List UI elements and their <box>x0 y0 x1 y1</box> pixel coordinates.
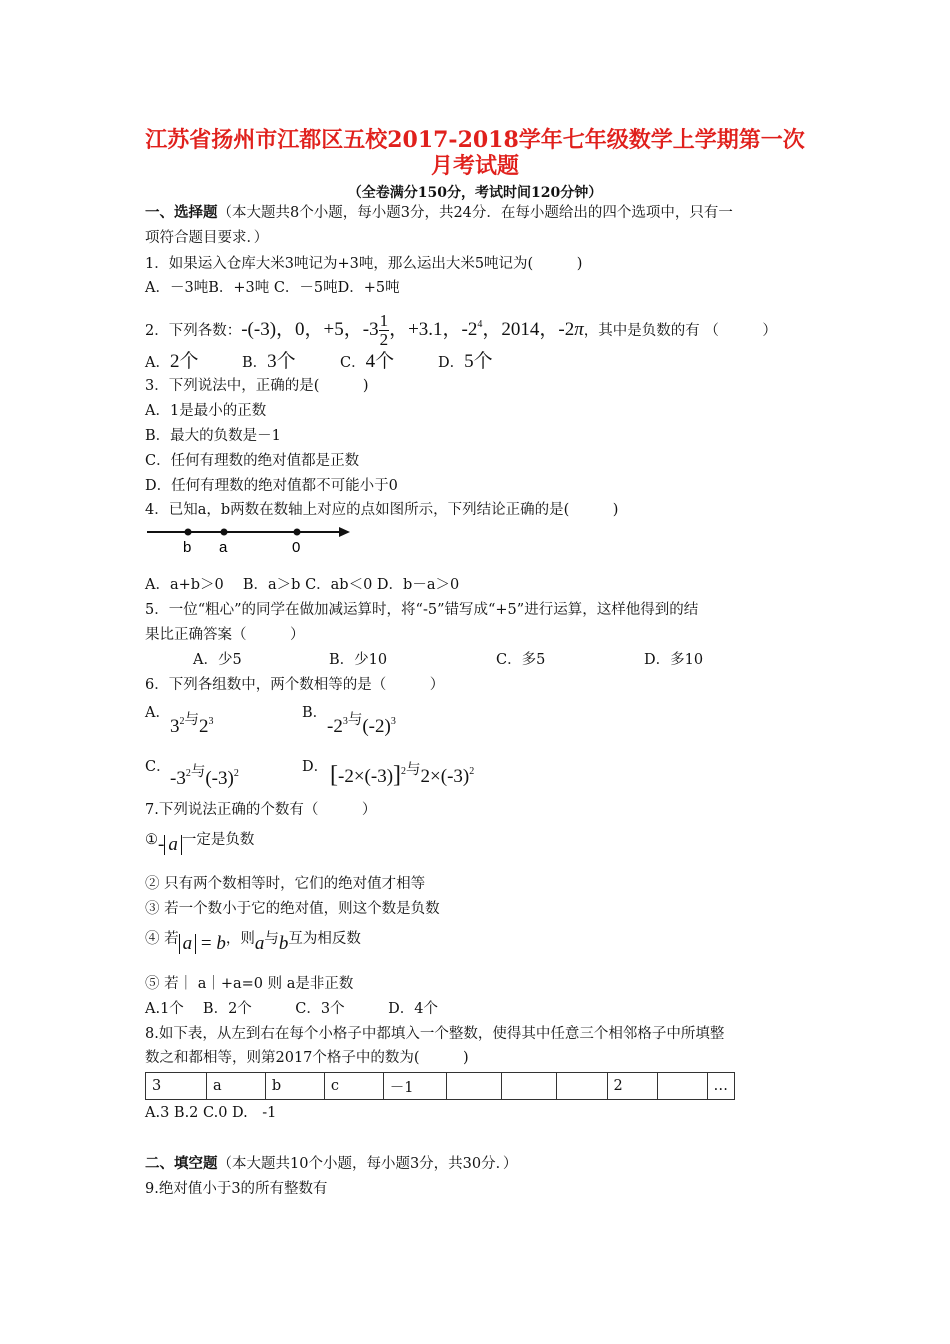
q6-option-d-expr: $[-2\times(-3)]^2$与$2\times(-3)^2$ <box>330 762 475 788</box>
section1-heading: 一、选择题 <box>145 204 218 221</box>
table-cell <box>556 1073 607 1100</box>
q6-option-b-expr: $-2^3$与$(-2)^3$ <box>327 712 396 737</box>
table-cell: b <box>265 1073 324 1100</box>
section1-desc: （本大题共8个小题，每小题3分，共24分．在每小题给出的四个选项中，只有一 <box>217 205 733 221</box>
q7-s4: ④ 若 a = b，则a与b互为相反数 <box>145 931 361 954</box>
point-b <box>185 529 192 536</box>
q7-stem: 7.下列说法正确的个数有（ ） <box>145 802 377 818</box>
q5-stem-line2: 果比正确答案（ ） <box>145 627 305 643</box>
q5-option-d: D．多10 <box>644 652 704 668</box>
q2-option-a: 2个 <box>169 351 199 372</box>
q6-option-a: A． <box>145 705 170 721</box>
q6-option-c: C． <box>145 759 171 775</box>
point-a <box>221 529 228 536</box>
q3-option-a: A．1是最小的正数 <box>145 403 267 419</box>
q5-option-b: B．少10 <box>329 652 388 668</box>
q4-stem: 4．已知a，b两数在数轴上对应的点如图所示，下列结论正确的是( ) <box>145 502 619 518</box>
number-line <box>145 522 355 558</box>
label-a: a <box>219 539 228 556</box>
section2-desc: （本大题共10个小题，每小题3分，共30分．） <box>217 1156 518 1172</box>
section1-line1 <box>145 203 733 223</box>
q5-stem-line1: 5．一位“粗心”的同学在做加减运算时，将“-5”错写成“+5”进行运算，这样他得到的结 <box>145 602 699 618</box>
q2-suffix: ，其中是负数的有 （ ） <box>583 322 777 339</box>
table-row <box>146 1073 735 1100</box>
section1-desc2: 项符合题目要求．） <box>145 230 269 246</box>
q3-option-d: D．任何有理数的绝对值都不可能小于0 <box>145 478 398 494</box>
table-cell: … <box>707 1073 735 1100</box>
label-b: b <box>183 539 192 556</box>
q5-option-c: C．多5 <box>496 652 546 668</box>
q7-s3: ③ 若一个数小于它的绝对值，则这个数是负数 <box>145 901 440 917</box>
label-zero: 0 <box>292 539 301 556</box>
title-line1: 江苏省扬州市江都区五校2017-2018学年七年级数学上学期第一次 <box>145 127 805 153</box>
q2-option-b: 3个 <box>267 351 296 372</box>
q7-s2: ② 只有两个数相等时，它们的绝对值才相等 <box>145 876 426 892</box>
q8-sequence-table <box>145 1072 735 1100</box>
section2-line <box>145 1154 517 1174</box>
table-cell: c <box>324 1073 383 1100</box>
table-cell <box>658 1073 707 1100</box>
table-cell <box>446 1073 501 1100</box>
q3-option-b: B．最大的负数是－1 <box>145 428 281 444</box>
q9-stem: 9.绝对值小于3的所有整数有 <box>145 1181 328 1197</box>
q5-option-a: A．少5 <box>193 652 242 668</box>
q1-options: A．－3吨B．+3吨 C．－5吨D．+5吨 <box>145 280 400 296</box>
q1-stem: 1．如果运入仓库大米3吨记为+3吨，那么运出大米5吨记为( ) <box>145 256 583 272</box>
q2-option-d: 5个 <box>464 351 493 372</box>
table-cell <box>501 1073 556 1100</box>
number-line-arrow-icon <box>339 527 350 537</box>
q2-options: A．2个 B．3个 C．4个 D．5个 <box>145 351 493 372</box>
q8-stem-line1: 8.如下表，从左到右在每个小格子中都填入一个整数，使得其中任意三个相邻格子中所填整 <box>145 1026 725 1042</box>
table-cell: 2 <box>607 1073 658 1100</box>
title-line2: 月考试题 <box>430 153 519 179</box>
q6-option-b: B． <box>302 705 328 721</box>
table-cell: a <box>206 1073 265 1100</box>
subtitle: （全卷满分150分，考试时间120分钟） <box>347 185 603 201</box>
q6-option-d: D． <box>302 759 329 775</box>
q2-numbers: -(-3)，0，+5，-3 $\frac{1}{2}$ ，+3.1，$-2^4$，2014，-2π <box>241 311 584 349</box>
q3-option-c: C．任何有理数的绝对值都是正数 <box>145 453 360 469</box>
q4-options: A．a+b＞0 B．a＞b C．ab＜0 D．b－a＞0 <box>145 577 460 593</box>
q2-stem <box>145 312 777 349</box>
q8-stem-line2: 数之和都相等，则第2017个格子中的数为( ) <box>145 1050 469 1066</box>
table-cell: －1 <box>383 1073 446 1100</box>
q8-options: A.3 B.2 C.0 D. -1 <box>145 1105 277 1121</box>
q5-options <box>193 650 703 670</box>
q3-stem: 3．下列说法中，正确的是( ) <box>145 378 369 394</box>
q6-stem: 6．下列各组数中，两个数相等的是（ ） <box>145 677 445 693</box>
point-zero <box>294 529 301 536</box>
section2-heading: 二、填空题 <box>145 1155 218 1172</box>
q2-option-c: 4个 <box>365 351 395 372</box>
q7-s5: ⑤ 若｜ a｜+a=0 则 a是非正数 <box>145 976 354 992</box>
q6-option-c-expr: $-3^2$与$(-3)^2$ <box>170 764 239 789</box>
q2-prefix: 2．下列各数： <box>145 322 242 339</box>
q7-s1: ①- a 一定是负数 <box>145 832 255 855</box>
q7-options: A.1个 B．2个 C．3个 D．4个 <box>145 1001 438 1017</box>
q6-option-a-expr: $3^2$与$2^3$ <box>170 712 214 737</box>
table-cell: 3 <box>146 1073 207 1100</box>
